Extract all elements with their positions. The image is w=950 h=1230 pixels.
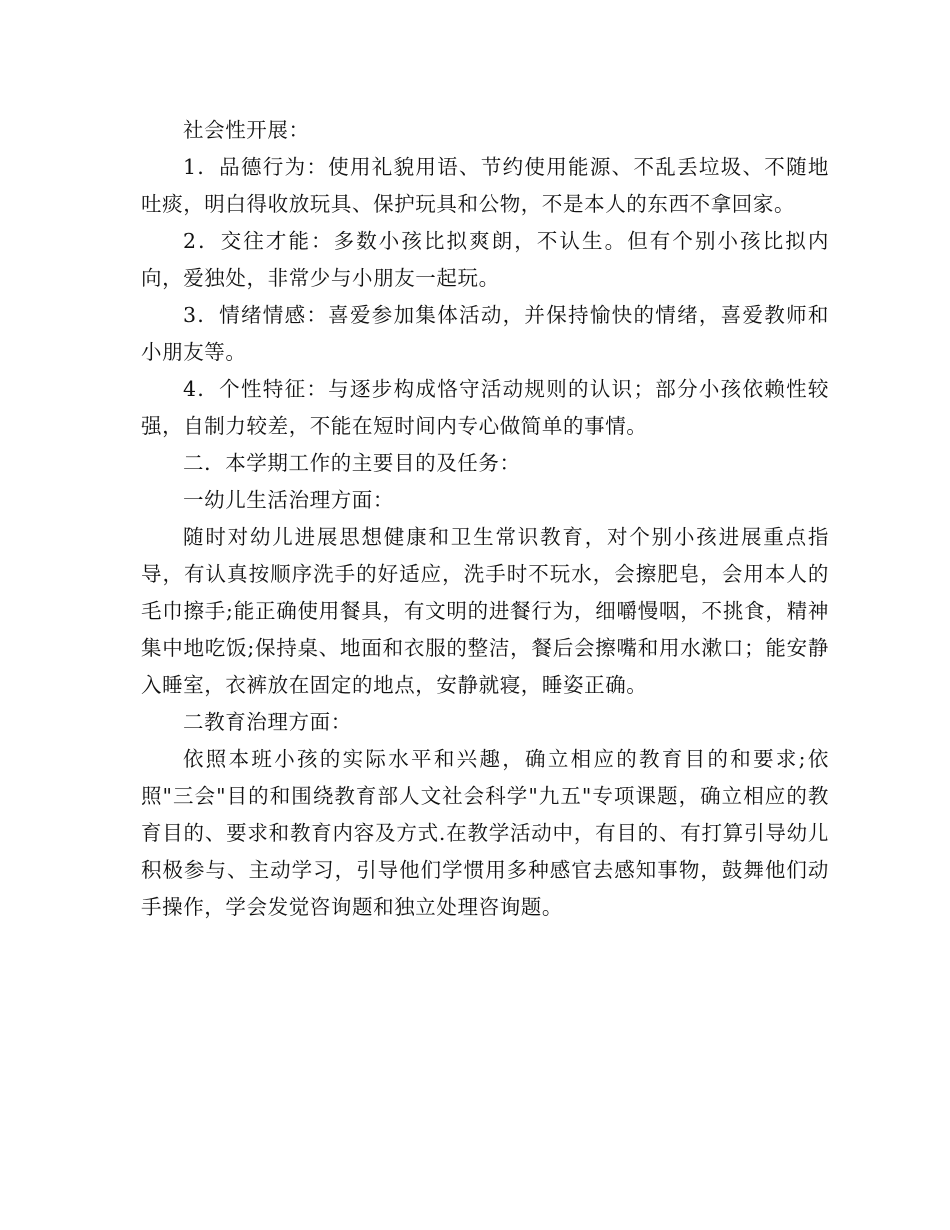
paragraph-education-management: 依照本班小孩的实际水平和兴趣，确立相应的教育目的和要求;依照"三会"目的和围绕教育部人文社会科学"九五"专项课题，确立相应的教育目的、要求和教育内容及方式.在教学活动中，有目的、有打算引导幼儿积极参与、主动学习，引导他们学惯用多种感官去感知事物，鼓舞他们动手操作，学会发觉咨询题和独立处理咨询题。 xyxy=(141,747,829,919)
document-body xyxy=(141,112,829,926)
paragraph-semester-goals-heading: 二．本学期工作的主要目的及任务： xyxy=(183,451,521,475)
paragraph-life-management: 随时对幼儿进展思想健康和卫生常识教育，对个别小孩进展重点指导，有认真按顺序洗手的好适应，洗手时不玩水，会擦肥皂，会用本人的毛巾擦手;能正确使用餐具，有文明的进餐行为，细嚼慢咽，不挑食，精神集中地吃饭;保持桌、地面和衣服的整洁，餐后会擦嘴和用水漱口；能安静入睡室，衣裤放在固定的地点，安静就寝，睡姿正确。 xyxy=(141,525,829,697)
paragraph-social-skills: 2．交往才能：多数小孩比拟爽朗，不认生。但有个别小孩比拟内向，爱独处，非常少与小朋友一起玩。 xyxy=(141,229,829,290)
paragraph-personality: 4．个性特征：与逐步构成恪守活动规则的认识；部分小孩依赖性较强，自制力较差，不能在短时间内专心做简单的事情。 xyxy=(141,377,829,438)
paragraph-life-management-heading: 一幼儿生活治理方面： xyxy=(183,488,394,512)
paragraph-moral-behavior: 1．品德行为：使用礼貌用语、节约使用能源、不乱丢垃圾、不随地吐痰，明白得收放玩具、保护玩具和公物，不是本人的东西不拿回家。 xyxy=(141,155,829,216)
paragraph-emotions: 3．情绪情感：喜爱参加集体活动，并保持愉快的情绪，喜爱教师和小朋友等。 xyxy=(141,303,829,364)
paragraph-social-development-heading: 社会性开展： xyxy=(183,118,310,142)
paragraph-education-management-heading: 二教育治理方面： xyxy=(183,710,352,734)
